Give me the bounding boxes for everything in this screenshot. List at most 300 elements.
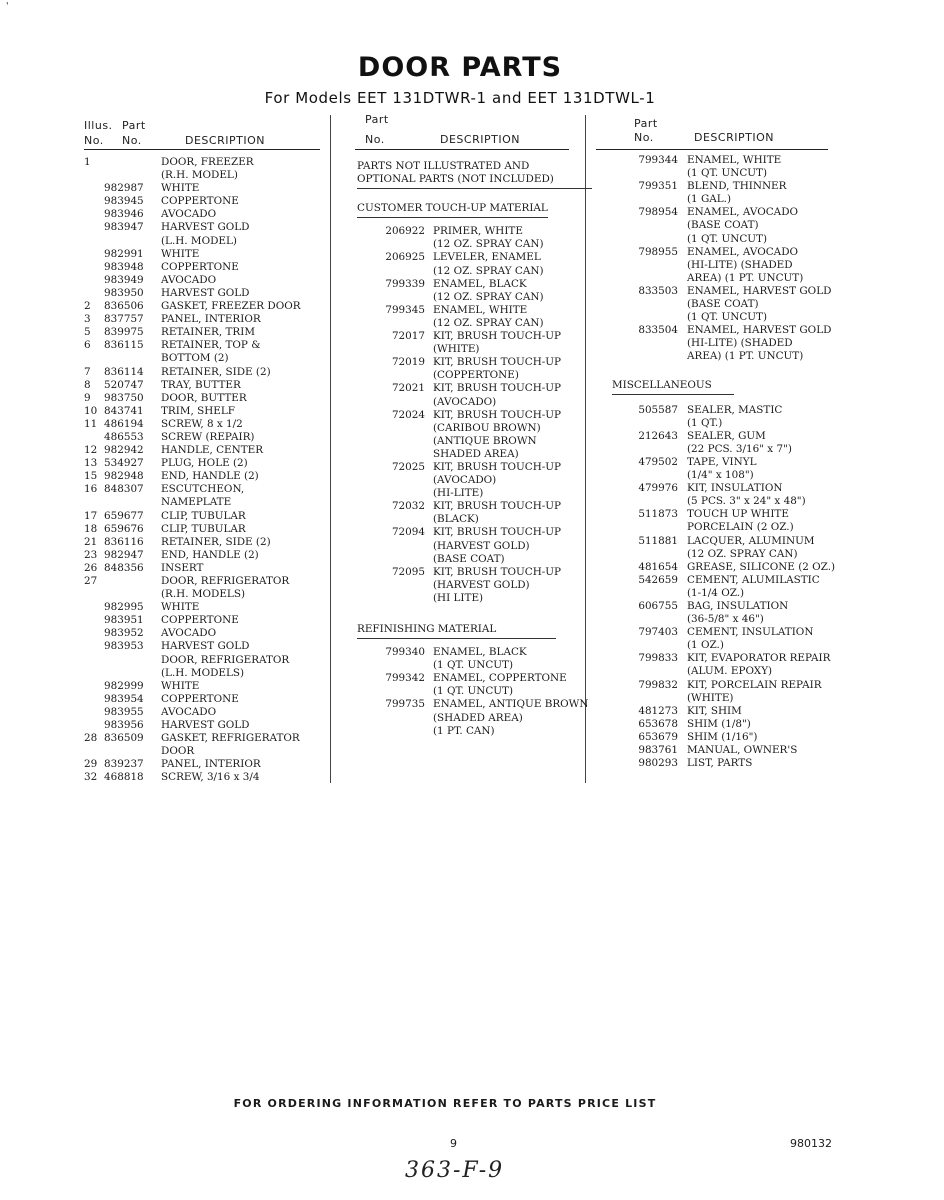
part-description: WHITE (161, 182, 200, 195)
part-number: 836509 (104, 732, 144, 745)
col3-header-description: DESCRIPTION (694, 131, 774, 144)
part-number: 72095 (391, 565, 425, 578)
parts-row (612, 482, 837, 495)
part-description: COPPERTONE (161, 692, 239, 705)
parts-row (84, 379, 324, 392)
parts-row (357, 566, 582, 579)
parts-row (357, 422, 582, 435)
illus-number: 17 (84, 509, 98, 522)
parts-row (357, 369, 582, 382)
part-description: HARVEST GOLD (161, 719, 250, 732)
parts-row (612, 757, 837, 770)
part-description: (1 PT. CAN) (433, 724, 495, 737)
parts-row (357, 672, 582, 685)
part-number: 653678 (638, 717, 678, 730)
col2-intro-line-2: OPTIONAL PARTS (NOT INCLUDED) (357, 173, 592, 189)
part-description: CLIP, TUBULAR (161, 522, 246, 535)
part-number: 799342 (385, 672, 425, 685)
parts-row (84, 287, 324, 300)
part-number: 848356 (104, 561, 144, 574)
parts-row (612, 679, 837, 692)
parts-row (84, 601, 324, 614)
col2-intro-line-1: PARTS NOT ILLUSTRATED AND (357, 160, 530, 172)
part-description: LEVELER, ENAMEL (433, 251, 541, 264)
col1-header-illus: Illus. (84, 119, 113, 132)
parts-row (84, 248, 324, 261)
part-description: ENAMEL, COPPERTONE (433, 672, 567, 685)
parts-row (84, 261, 324, 274)
parts-row (84, 366, 324, 379)
parts-row (612, 744, 837, 757)
part-description: TRAY, BUTTER (161, 378, 241, 391)
col1-header-part: Part (122, 119, 146, 132)
part-number: 983945 (104, 195, 144, 208)
parts-row (84, 457, 324, 470)
parts-row (84, 483, 324, 496)
illus-number: 7 (84, 365, 91, 378)
parts-row (612, 665, 837, 678)
part-number: 799340 (385, 646, 425, 659)
part-description: GREASE, SILICONE (2 OZ.) (687, 560, 836, 573)
spacer (612, 395, 837, 404)
part-number: 72019 (391, 356, 425, 369)
part-description: COPPERTONE (161, 260, 239, 273)
part-number: 481273 (638, 704, 678, 717)
part-description: CLIP, TUBULAR (161, 509, 246, 522)
col3-section-miscellaneous: MISCELLANEOUS (612, 379, 734, 395)
column-3-list (612, 154, 837, 770)
part-description: COPPERTONE (161, 614, 239, 627)
part-description: (BASE COAT) (687, 298, 759, 311)
part-number: 520747 (104, 378, 144, 391)
handwritten-note: 363-F-9 (405, 1158, 505, 1183)
part-description: HARVEST GOLD (161, 286, 250, 299)
part-description: ESCUTCHEON, (161, 483, 245, 496)
part-number: 982991 (104, 247, 144, 260)
illus-number: 13 (84, 457, 98, 470)
part-description: (12 OZ. SPRAY CAN) (433, 264, 544, 277)
part-number: 836506 (104, 300, 144, 313)
parts-row (84, 405, 324, 418)
parts-row (612, 652, 837, 665)
part-description: (BLACK) (433, 513, 479, 526)
part-description: (BASE COAT) (687, 219, 759, 232)
part-description: (12 OZ. SPRAY CAN) (433, 290, 544, 303)
parts-row (84, 536, 324, 549)
part-number: 982999 (104, 679, 144, 692)
parts-row (612, 167, 837, 180)
part-number: 659676 (104, 522, 144, 535)
part-number: 839237 (104, 758, 144, 771)
parts-row (357, 225, 582, 238)
part-number: 534927 (104, 457, 144, 470)
parts-row (612, 626, 837, 639)
spacer (357, 605, 582, 623)
part-description: BAG, INSULATION (687, 600, 789, 612)
part-number: 983761 (638, 744, 678, 757)
part-description: (R.H. MODEL) (161, 169, 238, 182)
col1-header-description: DESCRIPTION (185, 134, 265, 147)
part-description: DOOR, BUTTER (161, 391, 247, 404)
part-description: WHITE (161, 679, 200, 692)
parts-row (84, 339, 324, 352)
part-description: GASKET, FREEZER DOOR (161, 300, 301, 313)
part-number: 798954 (638, 206, 678, 219)
parts-row (84, 758, 324, 771)
parts-row (612, 521, 837, 534)
part-description: RETAINER, SIDE (2) (161, 365, 271, 378)
parts-row (612, 561, 837, 574)
column-2-list (357, 160, 589, 738)
part-number: 486194 (104, 417, 144, 430)
part-number: 983949 (104, 273, 144, 286)
parts-row (612, 639, 837, 652)
col2-header-description: DESCRIPTION (440, 133, 520, 146)
part-number: 799339 (385, 277, 425, 290)
part-description: WHITE (161, 247, 200, 260)
parts-row (84, 235, 324, 248)
part-description: DOOR, FREEZER (161, 156, 254, 168)
parts-row (357, 396, 582, 409)
parts-row (612, 469, 837, 482)
illus-number: 21 (84, 535, 98, 548)
part-number: 843741 (104, 404, 144, 417)
col1-header-no2: No. (122, 134, 142, 147)
part-description: (BASE COAT) (433, 552, 505, 565)
parts-row (357, 330, 582, 343)
part-description: KIT, BRUSH TOUCH-UP (433, 330, 562, 343)
parts-row (612, 574, 837, 587)
part-description: END, HANDLE (2) (161, 548, 259, 561)
part-number: 836114 (104, 365, 144, 378)
part-description: SCREW, 3/16 x 3/4 (161, 771, 260, 784)
illus-number: 11 (84, 417, 98, 430)
spacer (357, 639, 582, 646)
illus-number: 16 (84, 483, 98, 496)
part-description: (L.H. MODELS) (161, 666, 245, 679)
parts-row (612, 259, 837, 272)
parts-row (84, 654, 324, 667)
parts-row (357, 500, 582, 513)
parts-row (84, 444, 324, 457)
parts-row (357, 725, 582, 738)
part-number: 511873 (638, 508, 678, 521)
parts-row (357, 579, 582, 592)
part-description: RETAINER, TOP & (161, 339, 261, 352)
part-description: (1 QT. UNCUT) (687, 311, 768, 324)
col2-section2-wrap (357, 623, 582, 639)
part-number: 799351 (638, 180, 678, 193)
parts-row (84, 680, 324, 693)
part-description: TRIM, SHELF (161, 404, 235, 417)
part-description: (1 QT. UNCUT) (687, 232, 768, 245)
part-description: AREA) (1 PT. UNCUT) (687, 271, 804, 284)
parts-row (84, 418, 324, 431)
parts-row (357, 712, 582, 725)
part-description: (5 PCS. 3" x 24" x 48") (687, 495, 806, 508)
part-description: AVOCADO (161, 705, 217, 718)
col3-header (634, 117, 834, 147)
parts-row (612, 233, 837, 246)
parts-row (612, 508, 837, 521)
illus-number: 32 (84, 771, 98, 784)
part-number: 982942 (104, 444, 144, 457)
part-description: (12 OZ. SPRAY CAN) (433, 238, 544, 251)
part-description: SHIM (1/16") (687, 730, 758, 743)
part-number: 212643 (638, 429, 678, 442)
col3-header-no: No. (634, 131, 654, 144)
part-number: 983952 (104, 627, 144, 640)
part-description: (1 OZ.) (687, 639, 724, 652)
part-description: KIT, BRUSH TOUCH-UP (433, 460, 562, 473)
parts-row (612, 731, 837, 744)
parts-row (612, 404, 837, 417)
part-description: NAMEPLATE (161, 496, 232, 509)
parts-row (612, 219, 837, 232)
col2-section-customer-touchup: CUSTOMER TOUCH-UP MATERIAL (357, 202, 548, 218)
part-number: 72021 (391, 382, 425, 395)
spacer (357, 189, 582, 202)
col3-header-rule (596, 149, 828, 150)
parts-row (612, 443, 837, 456)
page-number: 9 (450, 1137, 457, 1150)
illus-number: 2 (84, 300, 91, 313)
parts-row (612, 206, 837, 219)
part-description: PANEL, INTERIOR (161, 758, 261, 771)
part-description: ENAMEL, WHITE (687, 154, 782, 166)
parts-row (612, 350, 837, 363)
part-number: 833504 (638, 324, 678, 337)
part-number: 837757 (104, 313, 144, 326)
part-number: 799833 (638, 652, 678, 665)
parts-row (612, 324, 837, 337)
part-description: (1 QT. UNCUT) (433, 659, 514, 672)
part-description: KIT, BRUSH TOUCH-UP (433, 526, 562, 539)
parts-row (84, 771, 324, 784)
col2-header-part: Part (365, 113, 389, 126)
parts-row (84, 732, 324, 745)
part-description: ENAMEL, BLACK (433, 277, 527, 290)
parts-row (357, 251, 582, 264)
parts-row (357, 409, 582, 422)
parts-row (84, 274, 324, 287)
part-description: RETAINER, TRIM (161, 326, 255, 339)
part-number: 799832 (638, 678, 678, 691)
part-number: 799735 (385, 698, 425, 711)
part-description: RETAINER, SIDE (2) (161, 535, 271, 548)
parts-row (612, 298, 837, 311)
part-number: 982995 (104, 601, 144, 614)
part-description: MANUAL, OWNER'S (687, 744, 798, 757)
parts-row (357, 698, 589, 711)
part-description: (1 QT.) (687, 416, 723, 429)
part-number: 983955 (104, 705, 144, 718)
parts-row (612, 193, 837, 206)
part-number: 659677 (104, 509, 144, 522)
parts-row (84, 523, 324, 536)
parts-row (612, 600, 837, 613)
parts-row (84, 182, 324, 195)
part-description: (1 QT. UNCUT) (687, 167, 768, 180)
part-number: 479502 (638, 455, 678, 468)
part-description: TAPE, VINYL (687, 455, 757, 468)
part-description: COPPERTONE (161, 195, 239, 208)
parts-row (357, 448, 582, 461)
part-number: 839975 (104, 326, 144, 339)
parts-row (84, 549, 324, 562)
part-number: 983947 (104, 221, 144, 234)
parts-row (84, 352, 324, 365)
spacer (612, 364, 837, 379)
part-description: (1 QT. UNCUT) (433, 685, 514, 698)
part-number: 982987 (104, 182, 144, 195)
part-description: SEALER, GUM (687, 429, 766, 442)
illus-number: 28 (84, 732, 98, 745)
parts-row (612, 692, 837, 705)
part-description: HARVEST GOLD (161, 221, 250, 234)
part-description: (HARVEST GOLD) (433, 578, 530, 591)
part-number: 72024 (391, 408, 425, 421)
parts-row (84, 313, 324, 326)
col2-header-no: No. (365, 133, 385, 146)
part-description: (HI LITE) (433, 591, 484, 604)
part-number: 983750 (104, 391, 144, 404)
part-number: 206922 (385, 225, 425, 238)
col3-enamel-list (612, 154, 837, 364)
part-description: CEMENT, INSULATION (687, 626, 814, 639)
parts-row (84, 431, 324, 444)
part-description: (22 PCS. 3/16" x 7") (687, 442, 792, 455)
part-number: 833503 (638, 284, 678, 297)
parts-row (612, 272, 837, 285)
part-description: SHADED AREA) (433, 447, 519, 460)
parts-row (84, 510, 324, 523)
part-description: (AVOCADO) (433, 474, 497, 487)
part-description: (ALUM. EPOXY) (687, 665, 773, 678)
parts-row (84, 627, 324, 640)
part-description: ENAMEL, AVOCADO (687, 206, 799, 219)
parts-row (612, 456, 837, 469)
part-description: BLEND, THINNER (687, 180, 787, 193)
part-description: (COPPERTONE) (433, 369, 519, 382)
parts-row (84, 156, 324, 169)
parts-row (357, 646, 582, 659)
illus-number: 27 (84, 575, 98, 587)
parts-row (612, 613, 837, 626)
part-description: AREA) (1 PT. UNCUT) (687, 350, 804, 363)
part-description: DOOR, REFRIGERATOR (161, 653, 290, 666)
ordering-footer: FOR ORDERING INFORMATION REFER TO PARTS PRICE LIST (233, 1097, 657, 1110)
part-number: 799344 (638, 154, 678, 166)
part-number: 983951 (104, 614, 144, 627)
part-description: (1-1/4 OZ.) (687, 586, 745, 599)
parts-row (84, 221, 324, 234)
part-description: (HI-LITE) (433, 487, 484, 500)
part-description: (HARVEST GOLD) (433, 539, 530, 552)
part-description: ENAMEL, HARVEST GOLD (687, 284, 832, 297)
spacer (357, 218, 582, 225)
parts-row (84, 208, 324, 221)
parts-row (84, 614, 324, 627)
part-description: SHIM (1/8") (687, 717, 751, 730)
parts-row (612, 535, 837, 548)
parts-row (84, 195, 324, 208)
parts-row (357, 356, 582, 369)
illus-number: 18 (84, 522, 98, 535)
part-description: ENAMEL, AVOCADO (687, 245, 799, 258)
part-description: KIT, PORCELAIN REPAIR (687, 678, 822, 691)
part-description: END, HANDLE (2) (161, 470, 259, 483)
part-number: 606755 (638, 600, 678, 612)
parts-row (357, 685, 582, 698)
parts-row (84, 588, 324, 601)
part-number: 486553 (104, 430, 144, 443)
part-number: 980293 (638, 757, 678, 770)
parts-row (84, 693, 324, 706)
part-number: 848307 (104, 483, 144, 496)
parts-row (84, 640, 324, 653)
parts-row (84, 667, 324, 680)
parts-row (612, 311, 837, 324)
part-number: 72025 (391, 460, 425, 473)
part-description: PLUG, HOLE (2) (161, 457, 248, 470)
part-number: 983956 (104, 719, 144, 732)
part-description: TOUCH UP WHITE (687, 508, 789, 521)
part-description: LACQUER, ALUMINUM (687, 534, 815, 547)
parts-row (612, 285, 837, 298)
part-description: SCREW (REPAIR) (161, 430, 255, 443)
parts-row (357, 526, 582, 539)
page-title: DOOR PARTS (357, 52, 563, 83)
part-number: 479976 (638, 482, 678, 495)
parts-row (357, 513, 582, 526)
part-description: ENAMEL, BLACK (433, 646, 527, 659)
parts-row (84, 169, 324, 182)
parts-row (357, 278, 582, 291)
illus-number: 29 (84, 758, 98, 771)
parts-row (357, 461, 582, 474)
part-description: SCREW, 8 x 1/2 (161, 417, 243, 430)
parts-row (612, 495, 837, 508)
parts-row (84, 470, 324, 483)
part-number: 982948 (104, 470, 144, 483)
part-description: KIT, BRUSH TOUCH-UP (433, 408, 562, 421)
part-number: 797403 (638, 626, 678, 639)
col3-section-wrap (612, 379, 837, 395)
col2-section-refinishing: REFINISHING MATERIAL (357, 623, 556, 639)
part-description: ENAMEL, WHITE (433, 303, 528, 316)
illus-number: 8 (84, 378, 91, 391)
part-description: DOOR (161, 745, 195, 758)
part-description: WHITE (161, 601, 200, 614)
col1-header-no1: No. (84, 134, 104, 147)
illus-number: 5 (84, 326, 91, 339)
part-description: PRIMER, WHITE (433, 225, 523, 238)
part-description: (WHITE) (433, 343, 480, 356)
parts-row (612, 154, 837, 167)
part-description: BOTTOM (2) (161, 352, 229, 365)
column-divider-1 (330, 115, 331, 783)
part-description: KIT, BRUSH TOUCH-UP (433, 565, 562, 578)
part-description: HARVEST GOLD (161, 640, 250, 653)
part-number: 653679 (638, 730, 678, 743)
parts-row (84, 326, 324, 339)
parts-row (612, 337, 837, 350)
part-description: (36-5/8" x 46") (687, 613, 764, 626)
parts-row (357, 317, 582, 330)
part-description: GASKET, REFRIGERATOR (161, 732, 300, 745)
parts-row (84, 719, 324, 732)
